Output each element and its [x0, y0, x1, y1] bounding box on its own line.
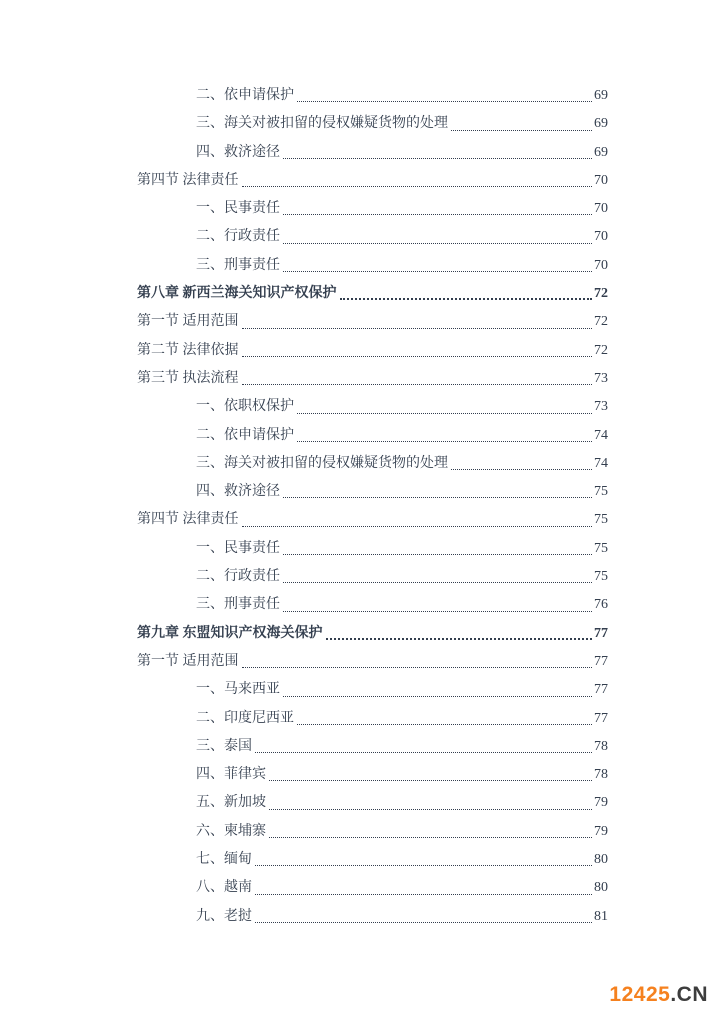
site-watermark — [609, 984, 708, 1005]
toc-entry-label: 一、马来西亚 — [196, 682, 280, 698]
toc-entry-label: 八、越南 — [196, 880, 252, 896]
toc-page-number: 75 — [594, 540, 608, 556]
toc-page-number: 70 — [594, 257, 608, 273]
toc-page-number: 72 — [594, 342, 608, 358]
toc-entry — [137, 450, 608, 478]
toc-page-number: 81 — [594, 908, 608, 924]
toc-entry-label: 三、海关对被扣留的侵权嫌疑货物的处理 — [196, 116, 448, 132]
toc-entry — [137, 478, 608, 506]
toc-entry — [137, 705, 608, 733]
toc-entry — [137, 139, 608, 167]
toc-entry-label: 二、依申请保护 — [196, 88, 294, 103]
toc-entry — [137, 506, 608, 534]
toc-page-number: 73 — [594, 399, 608, 415]
toc-entry — [137, 195, 608, 223]
toc-entry — [137, 818, 608, 846]
toc-entry — [137, 167, 608, 195]
toc-dot-leader — [283, 243, 592, 244]
toc-page-number: 69 — [594, 144, 608, 160]
toc-dot-leader — [297, 101, 592, 102]
toc-dot-leader — [283, 158, 592, 159]
toc-dot-leader — [255, 752, 592, 753]
toc-entry-label: 二、依申请保护 — [196, 427, 294, 443]
toc-dot-leader — [242, 667, 593, 668]
toc-dot-leader — [326, 638, 593, 640]
toc-entry-label: 七、缅甸 — [196, 852, 252, 868]
toc-dot-leader — [297, 724, 592, 725]
toc-page-number: 77 — [594, 682, 608, 698]
toc-page-number: 78 — [594, 738, 608, 754]
toc-entry — [137, 308, 608, 336]
toc-dot-leader — [283, 554, 592, 555]
toc-entry — [137, 874, 608, 902]
toc-entry — [137, 82, 608, 110]
toc-entry-label: 第一节 适用范围 — [137, 653, 239, 669]
toc-entry — [137, 620, 608, 648]
toc-entry-label: 第八章 新西兰海关知识产权保护 — [137, 286, 337, 302]
toc-dot-leader — [269, 809, 592, 810]
toc-entry-label: 二、印度尼西亚 — [196, 710, 294, 726]
toc-entry — [137, 223, 608, 251]
toc-dot-leader — [242, 356, 593, 357]
toc-entry-label: 第四节 法律责任 — [137, 512, 239, 528]
toc-dot-leader — [255, 894, 592, 895]
toc-dot-leader — [297, 441, 592, 442]
toc-entry-label: 五、新加坡 — [196, 795, 266, 811]
toc-entry — [137, 676, 608, 704]
toc-entry — [137, 903, 608, 931]
toc-page-number: 75 — [594, 512, 608, 528]
toc-entry-label: 第三节 执法流程 — [137, 370, 239, 386]
toc-entry-label: 九、老挝 — [196, 908, 252, 924]
toc-dot-leader — [255, 922, 592, 923]
toc-entry — [137, 591, 608, 619]
toc-dot-leader — [283, 611, 592, 612]
toc-dot-leader — [283, 214, 592, 215]
toc-dot-leader — [242, 186, 593, 187]
watermark-suffix: .CN — [670, 983, 708, 1006]
toc-page-number: 70 — [594, 172, 608, 188]
toc-page-number: 70 — [594, 229, 608, 245]
watermark-number: 12425 — [609, 983, 671, 1006]
toc-page-number: 79 — [594, 795, 608, 811]
toc-entry-label: 三、刑事责任 — [196, 597, 280, 613]
toc-entry-label: 一、民事责任 — [196, 540, 280, 556]
toc-entry-label: 一、民事责任 — [196, 201, 280, 217]
toc-dot-leader — [269, 780, 592, 781]
toc-entry — [137, 393, 608, 421]
toc-dot-leader — [283, 497, 592, 498]
toc-page-number: 72 — [594, 286, 608, 302]
toc-entry-label: 三、刑事责任 — [196, 257, 280, 273]
toc-entry — [137, 365, 608, 393]
toc-page-number: 77 — [594, 653, 608, 669]
toc-entry-label: 一、依职权保护 — [196, 399, 294, 415]
toc-dot-leader — [283, 696, 592, 697]
toc-entry-label: 四、救济途径 — [196, 484, 280, 500]
toc-dot-leader — [242, 384, 593, 385]
toc-dot-leader — [255, 865, 592, 866]
toc-page-number: 77 — [594, 710, 608, 726]
toc-entry — [137, 337, 608, 365]
toc-entry-label: 六、柬埔寨 — [196, 823, 266, 839]
toc-entry-label: 二、行政责任 — [196, 569, 280, 585]
toc-dot-leader — [451, 469, 592, 470]
toc-dot-leader — [297, 413, 592, 414]
toc-entry-label: 第九章 东盟知识产权海关保护 — [137, 625, 323, 641]
toc-page-number: 76 — [594, 597, 608, 613]
toc-entry — [137, 846, 608, 874]
toc-page-number: 80 — [594, 880, 608, 896]
toc-dot-leader — [242, 526, 593, 527]
toc-page-number: 70 — [594, 201, 608, 217]
toc-page-number: 77 — [594, 625, 608, 641]
toc-dot-leader — [283, 271, 592, 272]
toc-entry — [137, 563, 608, 591]
toc-page-number: 75 — [594, 569, 608, 585]
toc-dot-leader — [451, 130, 592, 131]
toc-page-number: 79 — [594, 823, 608, 839]
toc-entry — [137, 422, 608, 450]
toc-page-number: 74 — [594, 455, 608, 471]
toc-entry-label: 第二节 法律依据 — [137, 342, 239, 358]
toc-entry-label: 三、泰国 — [196, 738, 252, 754]
toc-entry-label: 三、海关对被扣留的侵权嫌疑货物的处理 — [196, 455, 448, 471]
toc-page-number: 69 — [594, 88, 608, 103]
toc-page-number: 73 — [594, 370, 608, 386]
toc-list — [137, 82, 608, 931]
toc-entry — [137, 252, 608, 280]
toc-entry — [137, 789, 608, 817]
toc-entry-label: 四、救济途径 — [196, 144, 280, 160]
toc-page-number: 72 — [594, 314, 608, 330]
toc-dot-leader — [340, 298, 593, 300]
toc-page-number: 74 — [594, 427, 608, 443]
toc-dot-leader — [242, 328, 593, 329]
toc-entry — [137, 733, 608, 761]
toc-entry — [137, 535, 608, 563]
toc-entry-label: 二、行政责任 — [196, 229, 280, 245]
toc-entry-label: 第一节 适用范围 — [137, 314, 239, 330]
toc-entry-label: 四、菲律宾 — [196, 767, 266, 783]
toc-page-number: 75 — [594, 484, 608, 500]
toc-entry — [137, 280, 608, 308]
toc-entry-label: 第四节 法律责任 — [137, 172, 239, 188]
toc-page-number: 78 — [594, 767, 608, 783]
toc-entry — [137, 110, 608, 138]
toc-page-number: 80 — [594, 852, 608, 868]
toc-entry — [137, 761, 608, 789]
toc-page-number: 69 — [594, 116, 608, 132]
toc-dot-leader — [283, 582, 592, 583]
toc-dot-leader — [269, 837, 592, 838]
toc-entry — [137, 648, 608, 676]
